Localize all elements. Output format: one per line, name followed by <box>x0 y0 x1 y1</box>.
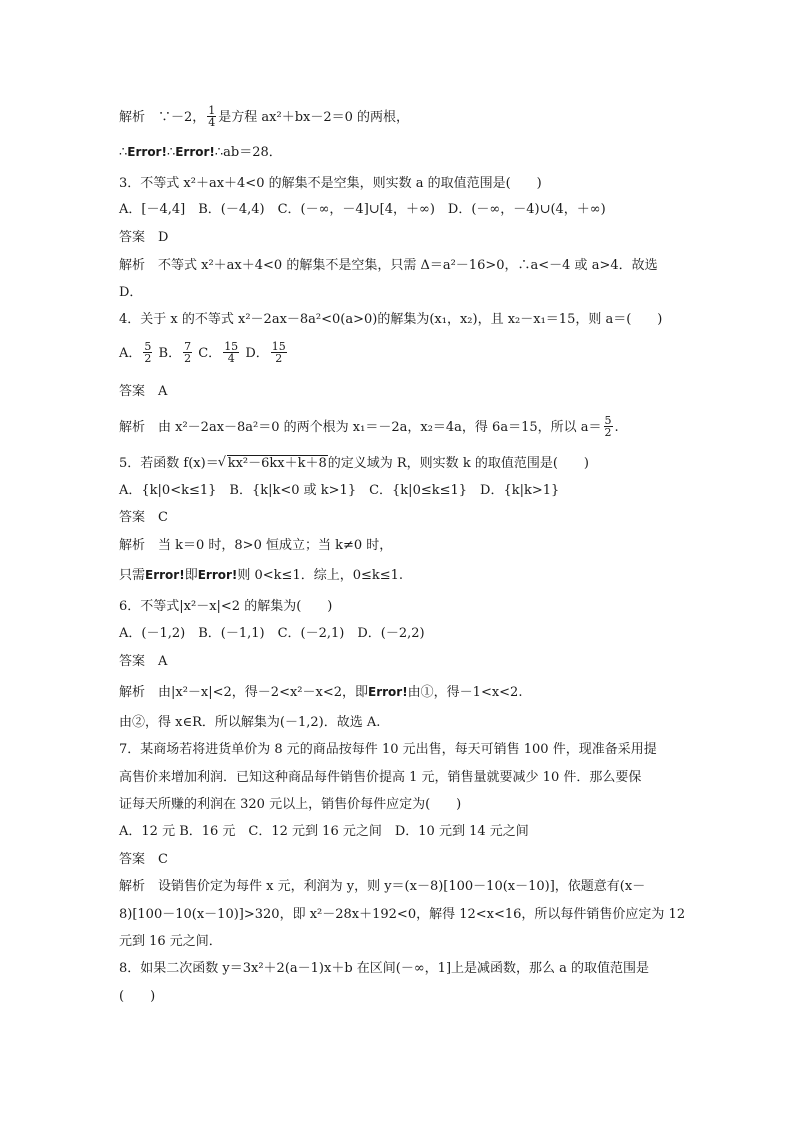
question-5-explanation: 解析 当 k＝0 时，8>0 恒成立；当 k≠0 时， <box>119 538 393 553</box>
text: 解析 ∵－2， <box>119 110 206 125</box>
answer-line <box>119 142 282 162</box>
answer-line <box>119 104 410 129</box>
error-placeholder: Error! <box>368 685 408 699</box>
question-7-explanation: 解析 设销售价定为每件 x 元，利润为 y，则 y＝(x－8)[100－10(x－10)]，依题意有(x－ <box>119 879 646 894</box>
fraction <box>183 341 192 364</box>
question-7: 证每天所赚的利润在 320 元以上，销售价每件应定为( ) <box>119 797 462 812</box>
question-4-explanation <box>119 414 619 439</box>
fraction-denominator: 2 <box>604 426 612 439</box>
error-placeholder: Error! <box>145 568 185 582</box>
question-3-answer: 答案 D <box>119 230 169 245</box>
question-4: 4．关于 x 的不等式 x²－2ax－8a²<0(a>0)的解集为(x₁，x₂)，且 x₂－x₁＝15，则 a＝( ) <box>119 312 663 327</box>
text: 解析 由 x²－2ax－8a²＝0 的两个根为 x₁＝－2a，x₂＝4a，得 6a＝15，所以 a＝ <box>119 420 602 435</box>
question-3: 3．不等式 x²＋ax＋4<0 的解集不是空集，则实数 a 的取值范围是( ) <box>119 176 542 191</box>
question-4-options <box>119 340 289 365</box>
text: 是方程 ax²＋bx－2＝0 的两根， <box>218 110 410 125</box>
fraction-numerator: 15 <box>224 340 239 353</box>
text: ∴ <box>166 145 176 160</box>
fraction-numerator: 1 <box>208 104 216 117</box>
question-5-answer: 答案 C <box>119 510 168 525</box>
text: 只需 <box>119 568 146 583</box>
fraction <box>143 341 152 364</box>
question-5-options: A．{k|0<k≤1} B．{k|k<0 或 k>1} C．{k|0≤k≤1} D．{k|k>1} <box>119 483 560 498</box>
text: 则 0<k≤1．综上，0≤k≤1. <box>237 568 404 583</box>
question-6-explanation <box>119 682 522 702</box>
fraction <box>604 415 613 438</box>
option-label: C． <box>198 346 222 361</box>
question-7-explanation: 元到 16 元之间． <box>119 934 222 949</box>
error-placeholder: Error! <box>197 568 238 582</box>
option-label: D． <box>245 346 269 361</box>
fraction-denominator: 4 <box>208 116 216 129</box>
text: 即 <box>184 568 198 583</box>
question-5-explanation <box>119 565 403 585</box>
fraction-denominator: 2 <box>184 352 192 365</box>
question-6: 6．不等式|x²－x|<2 的解集为( ) <box>119 599 333 614</box>
question-6-options: A．(－1,2) B．(－1,1) C．(－2,1) D．(－2,2) <box>119 626 425 641</box>
option-label: A． <box>119 346 142 361</box>
radicand: kx²－6kx＋k＋8 <box>227 456 327 471</box>
text: 5．若函数 f(x)＝ <box>119 456 219 471</box>
fraction <box>271 341 287 364</box>
text: ∴ab＝28． <box>214 145 282 160</box>
question-6-answer: 答案 A <box>119 654 168 669</box>
fraction-denominator: 4 <box>227 352 235 365</box>
question-3-explanation: D． <box>119 285 143 300</box>
question-7-explanation: 8)[100－10(x－10)]>320，即 x²－28x＋192<0，解得 12<x<16，所以每件销售价应定为 12 <box>119 907 686 922</box>
question-8: 8．如果二次函数 y＝3x²＋2(a－1)x＋b 在区间(－∞，1]上是减函数，那么 a 的取值范围是 <box>119 961 650 976</box>
text: 的定义域为 R，则实数 k 的取值范围是( ) <box>327 456 589 471</box>
error-placeholder: Error! <box>175 145 215 159</box>
question-5 <box>119 454 589 474</box>
question-7-options: A．12 元 B．16 元 C．12 元到 16 元之间 D．10 元到 14 元之间 <box>119 824 529 839</box>
question-3-explanation: 解析 不等式 x²＋ax＋4<0 的解集不是空集，只需 Δ＝a²－16>0，∴a<－4 或 a>4．故选 <box>119 258 658 273</box>
question-4-answer: 答案 A <box>119 384 168 399</box>
fraction-numerator: 5 <box>144 340 152 353</box>
error-placeholder: Error! <box>127 145 167 159</box>
question-7: 高售价来增加利润．已知这种商品每件销售价提高 1 元，销售量就要减少 10 件．那么要保 <box>119 770 642 785</box>
question-3-options: A．[－4,4] B．(－4,4) C．(－∞，－4]∪[4，＋∞) D．(－∞，－4)∪(4，＋∞) <box>119 202 606 217</box>
fraction <box>207 105 216 128</box>
text: 由①，得－1<x<2. <box>407 685 523 700</box>
fraction <box>223 341 239 364</box>
fraction-denominator: 2 <box>144 352 152 365</box>
question-8: ( ) <box>119 989 156 1004</box>
question-7-answer: 答案 C <box>119 852 168 867</box>
question-6-explanation: 由②，得 x∈R．所以解集为(－1,2)．故选 A. <box>119 715 381 730</box>
question-7: 7．某商场若将进货单价为 8 元的商品按每件 10 元出售，每天可销售 100 件，现准备采用提 <box>119 742 657 757</box>
text: . <box>614 420 619 435</box>
option-label: B． <box>158 346 182 361</box>
fraction-numerator: 5 <box>604 414 612 427</box>
fraction-denominator: 2 <box>275 352 283 365</box>
fraction-numerator: 7 <box>184 340 192 353</box>
fraction-numerator: 15 <box>271 340 286 353</box>
text: 解析 由|x²－x|<2，得－2<x²－x<2，即 <box>119 685 368 700</box>
text: ∴ <box>119 145 128 160</box>
square-root <box>219 454 328 474</box>
